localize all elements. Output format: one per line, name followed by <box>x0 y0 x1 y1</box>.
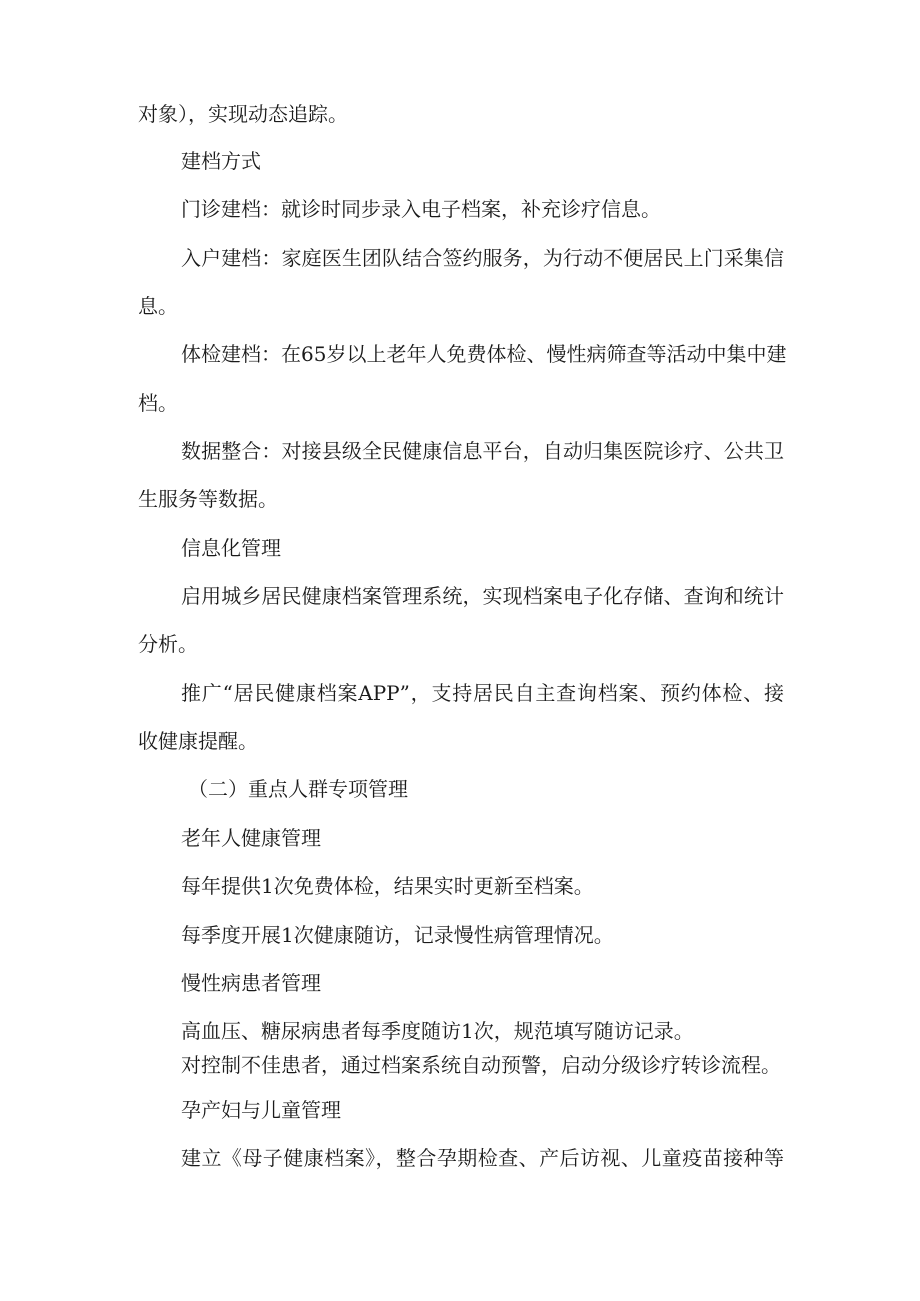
paragraph-line: 推广“居民健康档案APP”，支持居民自主查询档案、预约体检、接 <box>181 681 784 705</box>
paragraph-line: 收健康提醒。 <box>138 729 258 753</box>
paragraph-line: 体检建档：在65岁以上老年人免费体检、慢性病筛查等活动中集中建 <box>181 342 787 366</box>
paragraph-line: 生服务等数据。 <box>138 487 278 511</box>
paragraph-line: 建立《母子健康档案》，整合孕期检查、产后访视、儿童疫苗接种等 <box>181 1146 784 1170</box>
paragraph-line: 入户建档：家庭医生团队结合签约服务，为行动不便居民上门采集信 <box>181 246 784 270</box>
subheading-laonian: 老年人健康管理 <box>181 826 321 850</box>
subheading-jiandang: 建档方式 <box>181 149 261 173</box>
subheading-manxing: 慢性病患者管理 <box>181 971 321 995</box>
paragraph-line: 息。 <box>138 294 178 318</box>
paragraph-line: 启用城乡居民健康档案管理系统，实现档案电子化存储、查询和统计 <box>181 584 784 608</box>
paragraph-line: 档。 <box>138 391 178 415</box>
paragraph-line: 对象），实现动态追踪。 <box>138 102 348 126</box>
paragraph-line: 每季度开展1次健康随访，记录慢性病管理情况。 <box>181 923 614 947</box>
paragraph-line: 对控制不佳患者，通过档案系统自动预警，启动分级诊疗转诊流程。 <box>181 1053 781 1077</box>
paragraph-line: 高血压、糖尿病患者每季度随访1次，规范填写随访记录。 <box>181 1019 694 1043</box>
subheading-xinxihua: 信息化管理 <box>181 536 281 560</box>
section-heading: （二）重点人群专项管理 <box>188 777 408 801</box>
paragraph-line: 分析。 <box>138 632 198 656</box>
paragraph-line: 门诊建档：就诊时同步录入电子档案，补充诊疗信息。 <box>181 197 661 221</box>
paragraph-line: 数据整合：对接县级全民健康信息平台，自动归集医院诊疗、公共卫 <box>181 439 784 463</box>
paragraph-line: 每年提供1次免费体检，结果实时更新至档案。 <box>181 874 594 898</box>
subheading-yunchan: 孕产妇与儿童管理 <box>181 1098 341 1122</box>
